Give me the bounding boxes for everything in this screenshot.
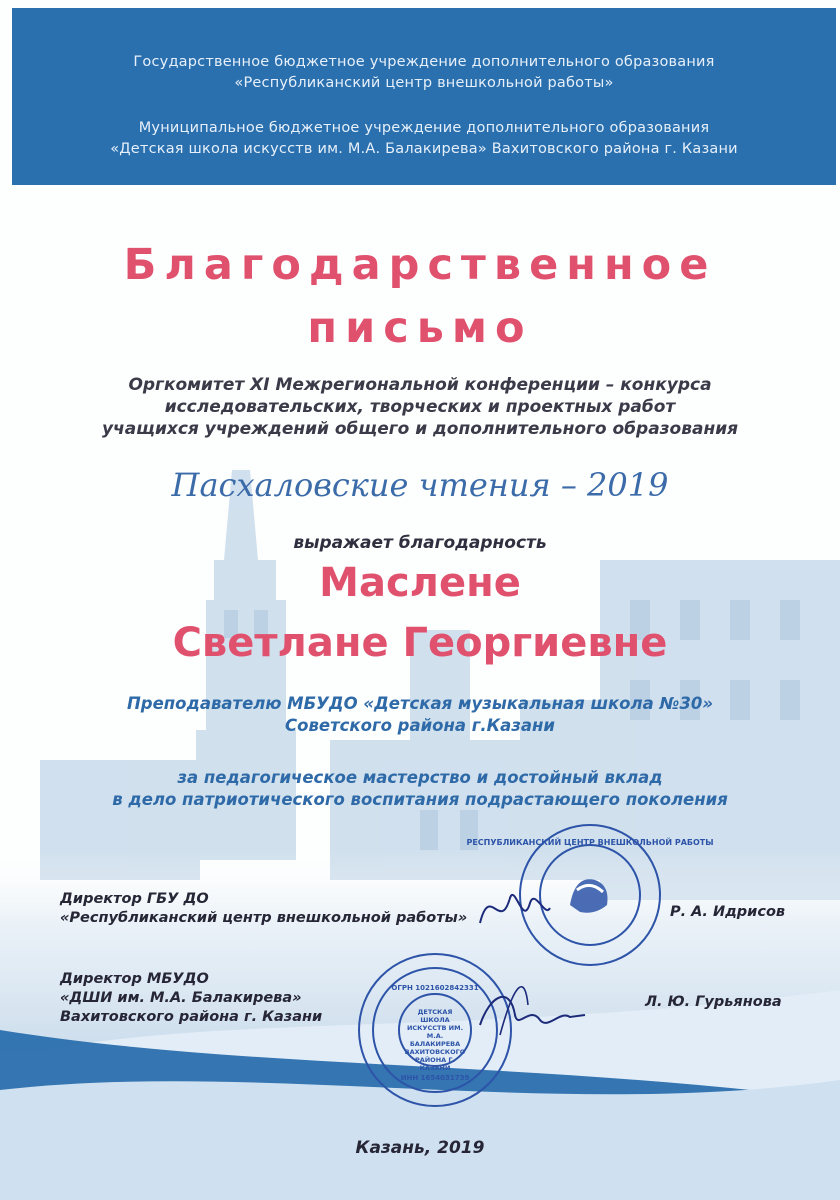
signatory-2-title-line3: Вахитовского района г. Казани — [60, 1009, 323, 1025]
thanks-phrase: выражает благодарность — [293, 533, 547, 553]
merit-line2: в дело патриотического воспитания подрастающего поколения — [112, 790, 728, 809]
signatory-1-title-line1: Директор ГБУ ДО — [60, 891, 209, 907]
recipient-given-names: Светлане Георгиевне — [172, 620, 668, 666]
organizer-line1: Оргкомитет XI Межрегиональной конференции – конкурса — [128, 375, 712, 395]
header-org1-line2: «Республиканский центр внешкольной работы» — [234, 75, 614, 91]
signatory-2-title-line1: Директор МБУДО — [60, 971, 209, 987]
organizer-line2: исследовательских, творческих и проектных работ — [164, 397, 676, 417]
header-org2-line2: «Детская школа искусств им. М.А. Балакирева» Вахитовского района г. Казани — [110, 141, 738, 157]
recipient-position — [0, 693, 840, 737]
stamp-2-text: РЕСПУБЛИКАНСКИЙ ЦЕНТР ВНЕШКОЛЬНОЙ РАБОТЫ — [466, 838, 714, 847]
signatory-2-title — [60, 970, 322, 1027]
organizer-line3: учащихся учреждений общего и дополнительного образования — [101, 419, 739, 439]
header-organization-2 — [12, 118, 836, 160]
header-org2-line1: Муниципальное бюджетное учреждение дополнительного образования — [138, 120, 710, 136]
position-line2: Советского района г.Казани — [285, 716, 555, 735]
merit-line1: за педагогическое мастерство и достойный вклад — [177, 768, 663, 787]
signatory-1-name: Р. А. Идрисов — [670, 904, 786, 920]
header-org1-line1: Государственное бюджетное учреждение дополнительного образования — [133, 54, 715, 70]
document-title-line2: письмо — [307, 303, 533, 353]
signatory-1-title — [60, 890, 467, 928]
position-line1: Преподавателю МБУДО «Детская музыкальная школа №30» — [126, 694, 714, 713]
header-band — [12, 8, 836, 185]
stamp-1-inn: ИНН 1654031739 — [400, 1074, 470, 1082]
stamp-1-center-text: ДЕТСКАЯ ШКОЛА ИСКУССТВ ИМ. М.А. БАЛАКИРЕВА ВАХИТОВСКОГО РАЙОНА Г. КАЗАНИ — [404, 1008, 466, 1072]
header-organization-1 — [12, 52, 836, 94]
organizer-text — [0, 374, 840, 440]
signature-2-icon — [470, 975, 590, 1045]
stamp-1-ogrn: ОГРН 1021602842331 — [391, 984, 479, 992]
signatory-2-name: Л. Ю. Гурьянова — [645, 994, 782, 1010]
event-name: Пасхаловские чтения – 2019 — [171, 466, 669, 504]
signatory-1-title-line2: «Республиканский центр внешкольной работы» — [60, 910, 468, 926]
signature-1-icon — [475, 878, 555, 938]
signatory-2-title-line2: «ДШИ им. М.А. Балакирева» — [60, 990, 302, 1006]
footer-place-year: Казань, 2019 — [355, 1138, 485, 1158]
merit-text — [0, 767, 840, 811]
document-title-line1: Благодарственное — [123, 240, 717, 290]
recipient-surname: Маслене — [319, 560, 521, 606]
